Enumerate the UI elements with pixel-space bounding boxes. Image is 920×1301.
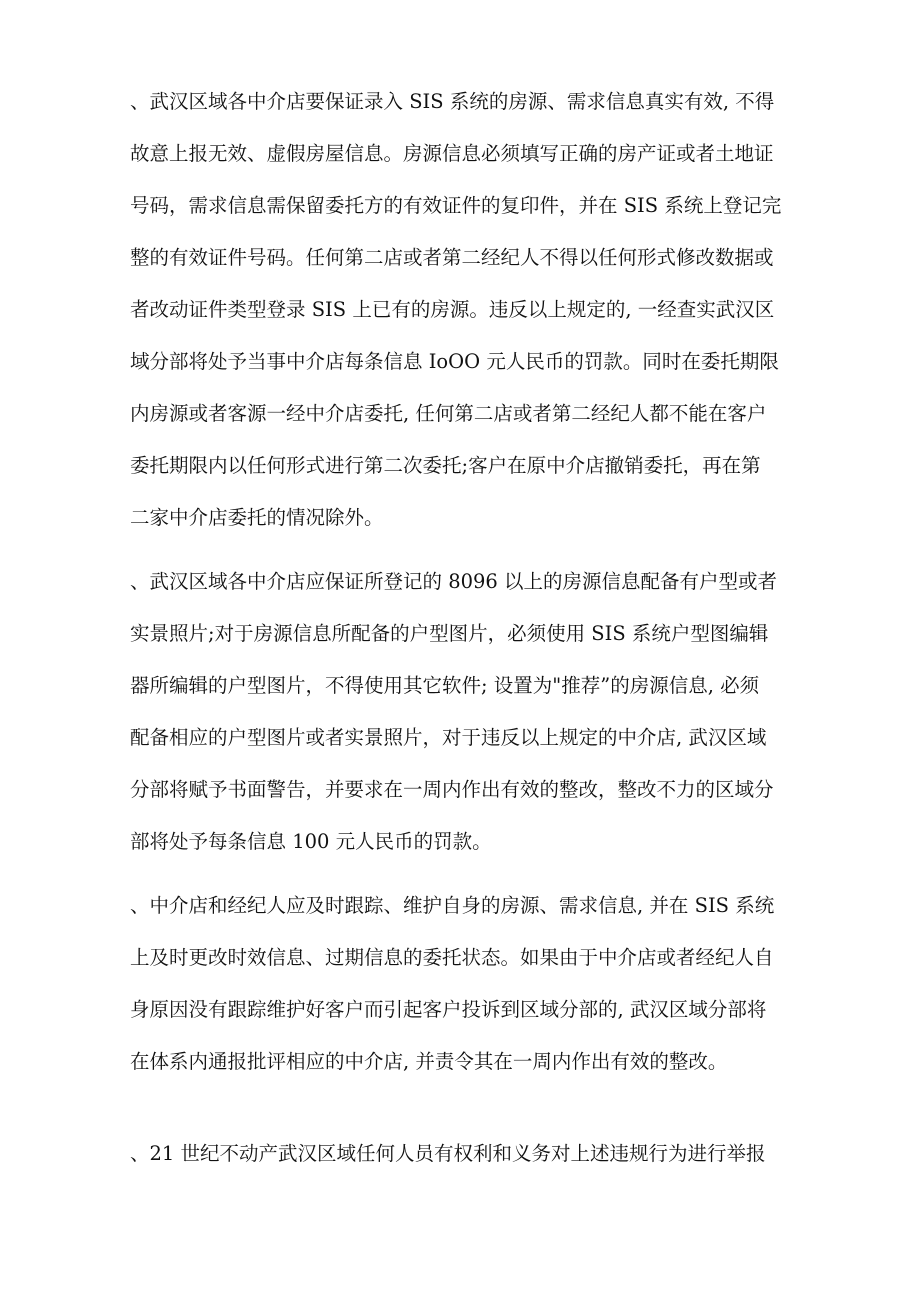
text-line: 部将处予每条信息 100 元人民币的罚款。: [130, 830, 492, 853]
paragraph-tracking-maintenance: [130, 880, 800, 1088]
text-line: 号码，需求信息需保留委托方的有效证件的复印件，并在 SIS 系统上登记完: [130, 194, 782, 217]
text-line: 内房源或者客源一经中介店委托, 任何第二店或者第二经纪人都不能在客户: [130, 402, 767, 425]
text-line: 、武汉区域各中介店要保证录入 SIS 系统的房源、需求信息真实有效, 不得: [130, 90, 775, 113]
text-line: 上及时更改时效信息、过期信息的委托状态。如果由于中介店或者经纪人自: [130, 946, 774, 969]
text-line: 者改动证件类型登录 SIS 上已有的房源。违反以上规定的, 一经查实武汉区: [130, 298, 775, 321]
text-line: 二家中介店委托的情况除外。: [130, 506, 384, 529]
text-line: 实景照片;对于房源信息所配备的户型图片，必须使用 SIS 系统户型图编辑: [130, 622, 769, 645]
paragraph-listing-authenticity: [130, 76, 800, 544]
text-line: 整的有效证件号码。任何第二店或者第二经纪人不得以任何形式修改数据或: [130, 246, 774, 269]
text-line: 、中介店和经纪人应及时跟踪、维护自身的房源、需求信息, 并在 SIS 系统: [130, 894, 775, 917]
text-line: 、21 世纪不动产武汉区域任何人员有权利和义务对上述违规行为进行举报: [130, 1142, 766, 1165]
text-line: 在体系内通报批评相应的中介店, 并责令其在一周内作出有效的整改。: [130, 1050, 728, 1073]
paragraph-reporting-rights: [130, 1128, 800, 1180]
text-line: 委托期限内以任何形式进行第二次委托;客户在原中介店撤销委托，再在第: [130, 454, 761, 477]
text-line: 故意上报无效、虚假房屋信息。房源信息必须填写正确的房产证或者土地证: [130, 142, 774, 165]
text-line: 身原因没有跟踪维护好客户而引起客户投诉到区域分部的, 武汉区域分部将: [130, 998, 767, 1021]
text-line: 域分部将处予当事中介店每条信息 IoOO 元人民币的罚款。同时在委托期限: [130, 350, 779, 373]
paragraph-floorplan-photos: [130, 556, 800, 868]
text-line: 配备相应的户型图片或者实景照片，对于违反以上规定的中介店, 武汉区域: [130, 726, 767, 749]
text-line: 器所编辑的户型图片，不得使用其它软件; 设置为"推荐”的房源信息, 必须: [130, 674, 760, 697]
text-line: 分部将赋予书面警告，并要求在一周内作出有效的整改，整改不力的区域分: [130, 778, 774, 801]
text-line: 、武汉区域各中介店应保证所登记的 8096 以上的房源信息配备有户型或者: [130, 570, 778, 593]
